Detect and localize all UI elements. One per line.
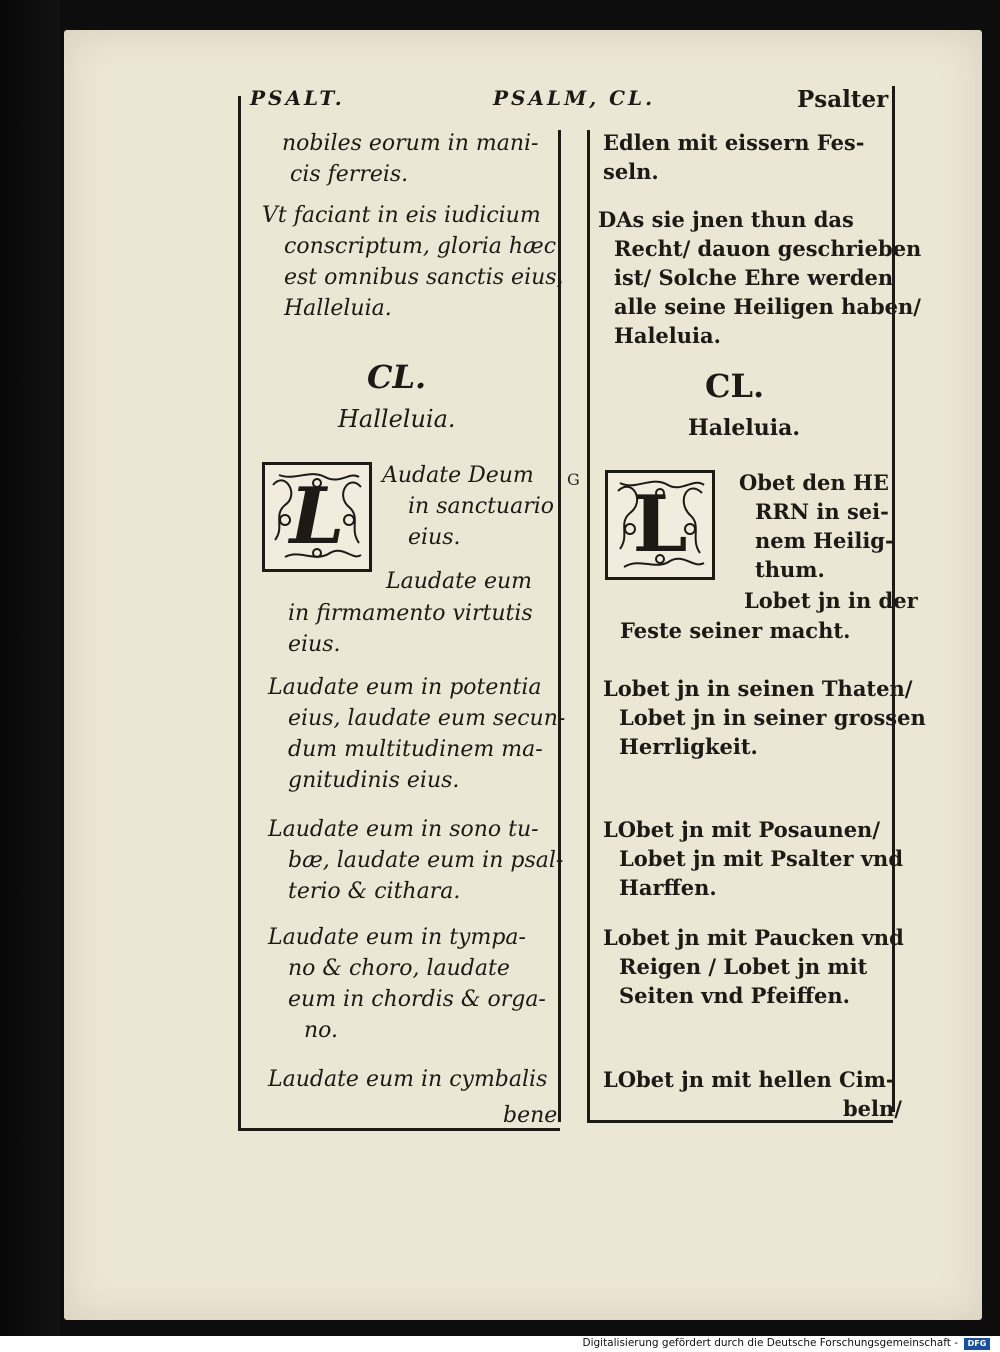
latin-line: conscriptum, gloria hæc [284,234,557,259]
latin-line: est omnibus sanctis eius, [284,265,564,290]
german-line: DAs sie jnen thun das [598,207,854,232]
latin-catchword [503,1100,557,1131]
german-line: Lobet jn in seinen Thaten/ [603,676,913,701]
latin-verse-4 [268,922,546,1046]
latin-line: Laudate eum in tympa- [268,925,526,950]
latin-line: eius. [288,632,341,657]
latin-line: in sanctuario [408,494,555,519]
latin-line: eum in chordis & orga- [288,987,546,1012]
german-line: Edlen mit eissern Fes- [603,130,865,155]
german-verse-1-cont-a [744,586,918,615]
latin-line: Laudate eum in cymbalis [268,1067,548,1092]
latin-line: terio & cithara. [288,879,461,904]
initial-letter: L [632,479,688,570]
latin-psalm-subtitle: Halleluia. [338,405,456,433]
german-block-2 [598,205,921,350]
latin-line: eius, laudate eum secun- [288,706,566,731]
footer-funding-note: Digitalisierung gefördert durch die Deutsche Forschungsgemeinschaft - [582,1337,958,1349]
running-header-middle: PSALM, CL. [493,86,656,110]
latin-line: no & choro, laudate [288,956,510,981]
german-decorated-initial [605,470,715,580]
german-line: alle seine Heiligen haben/ [614,294,921,319]
latin-line: Audate Deum [382,463,534,488]
german-line: Seiten vnd Pfeiffen. [619,983,850,1008]
german-psalm-subtitle: Haleluia. [688,415,801,441]
german-line: thum. [755,557,825,582]
catchword: bene [503,1103,558,1128]
german-line: Lobet jn in der [744,588,918,613]
german-line: Recht/ dauon geschrieben [614,236,922,261]
german-line: Harffen. [619,875,717,900]
latin-block-2 [262,200,564,324]
german-block-1 [603,128,864,186]
german-line: nem Heilig- [755,528,894,553]
latin-verse-3 [268,814,563,907]
german-verse-1-cont-b [620,616,850,645]
latin-decorated-initial [262,462,372,572]
german-line: seln. [603,159,659,184]
german-line: Lobet jn in seiner grossen [619,705,926,730]
latin-line: no. [304,1018,339,1043]
german-line: Herrligkeit. [619,734,758,759]
german-line: Lobet jn mit Psalter vnd [619,846,904,871]
german-line: Lobet jn mit Paucken vnd [603,925,904,950]
latin-line: dum multitudinem ma- [288,737,543,762]
german-verse-3 [603,815,903,902]
german-verse-4 [603,923,904,1010]
column-rule-left [238,96,241,1130]
latin-verse-1-start [382,460,554,553]
latin-verse-1-cont-a [386,566,532,597]
german-line: beln/ [843,1096,902,1121]
latin-line: gnitudinis eius. [288,768,460,793]
latin-verse-2 [268,672,565,796]
latin-verse-1-cont-b [288,598,533,660]
running-header-left: PSALT. [250,86,345,110]
german-line: Feste seiner macht. [620,618,851,643]
german-verse-5 [603,1065,902,1123]
margin-signature: G [567,470,580,489]
german-line: Obet den HE [739,470,889,495]
latin-line: nobiles eorum in mani- [282,131,539,156]
latin-psalm-number: CL. [367,358,427,396]
latin-line: Halleluia. [284,296,392,321]
german-verse-1-start [739,468,894,584]
latin-line: Laudate eum in sono tu- [268,817,539,842]
scan-background [0,0,60,1352]
latin-line: in firmamento virtutis [288,601,533,626]
german-line: Haleluia. [614,323,721,348]
initial-letter: L [289,471,345,562]
latin-line: cis ferreis. [290,162,409,187]
german-line: RRN in sei- [755,499,889,524]
column-rule-center-right [587,130,590,1122]
latin-line: Laudate eum in potentia [268,675,542,700]
latin-block-1 [282,128,539,190]
latin-line: eius. [408,525,461,550]
german-line: ist/ Solche Ehre werden [614,265,894,290]
dfg-logo-icon: DFG [964,1338,990,1350]
latin-line: bæ, laudate eum in psal- [288,848,564,873]
latin-verse-5 [268,1064,547,1095]
german-line: LObet jn mit hellen Cim- [603,1067,895,1092]
german-verse-2 [603,674,926,761]
latin-line: Laudate eum [386,569,532,594]
german-line: LObet jn mit Posaunen/ [603,817,880,842]
german-line: Reigen / Lobet jn mit [619,954,868,979]
german-psalm-number: CL. [705,367,765,405]
running-header-right: Psalter [797,86,889,113]
latin-line: Vt faciant in eis iudicium [262,203,541,228]
